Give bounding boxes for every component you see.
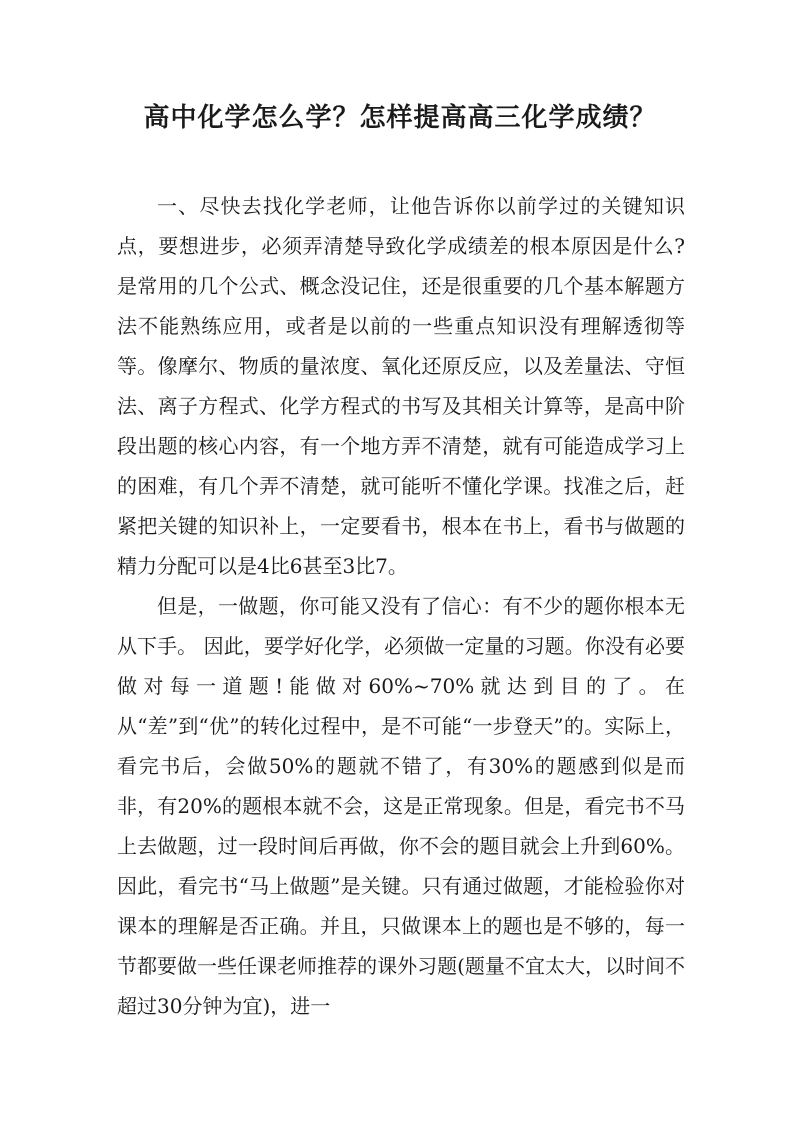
paragraph-1: 一、尽快去找化学老师，让他告诉你以前学过的关键知识点，要想进步，必须弄清楚导致化学成绩差的根本原因是什么?是常用的几个公式、概念没记住，还是很重要的几个基本解题方法不能熟练应用，或者是以前的一些重点知识没有理解透彻等等。像摩尔、物质的量浓度、氧化还原反应，以及差量法、守恒法、离子方程式、化学方程式的书写及其相关计算等，是高中阶段出题的核心内容，有一个地方弄不清楚，就有可能造成学习上的困难，有几个弄不清楚，就可能听不懂化学课。找准之后，赶紧把关键的知识补上，一定要看书，根本在书上，看书与做题的精力分配可以是4比6甚至3比7。 bbox=[117, 194, 685, 578]
paragraph-2: 但是，一做题，你可能又没有了信心：有不少的题你根本无从下手。 因此，要学好化学，必须做一定量的习题。你没有必要做对每一道题!能做对60%~70%就达到目的了。在从“差”到“优”的转化过程中，是不可能“一步登天”的。实际上，看完书后，会做50%的题就不错了，有30%的题感到似是而非，有20%的题根本就不会，这是正常现象。但是，看完书不马上去做题，过一段时间后再做，你不会的题目就会上升到60%。因此，看完书“马上做题”是关键。只有通过做题，才能检验你对课本的理解是否正确。并且，只做课本上的题也是不够的，每一节都要做一些任课老师推荐的课外习题(题量不宜太大，以时间不超过30分钟为宜)，进一 bbox=[117, 594, 685, 1018]
document-title: 高中化学怎么学？怎样提高高三化学成绩？ bbox=[143, 103, 657, 133]
document-body bbox=[117, 186, 685, 1026]
